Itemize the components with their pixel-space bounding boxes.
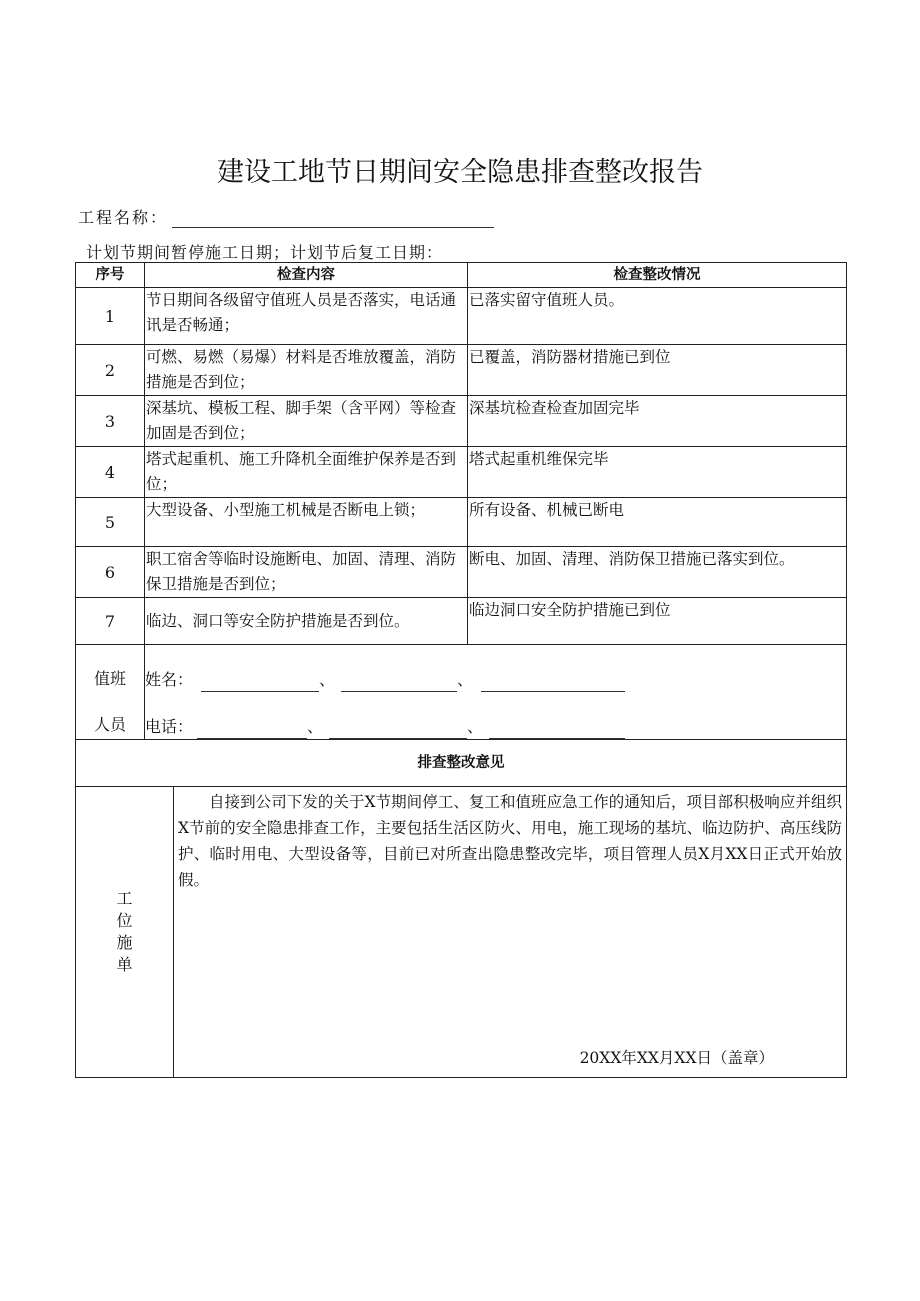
- opinion-body-cell: [76, 787, 847, 1078]
- separator: 、: [307, 717, 324, 736]
- row-item: 大型设备、小型施工机械是否断电上锁；: [145, 498, 468, 547]
- project-name-field[interactable]: [172, 213, 494, 228]
- table-row: [76, 598, 847, 645]
- unit-char: 位: [116, 911, 133, 930]
- duty-label: [76, 645, 145, 740]
- duty-phone-field-2[interactable]: [329, 724, 467, 739]
- signature-date: 20XX年XX月XX日（盖章）: [579, 1049, 774, 1067]
- project-name-label: 工程名称：: [78, 208, 169, 227]
- duty-label-top: 值班: [93, 669, 126, 688]
- row-result: 已覆盖，消防器材措施已到位: [468, 345, 847, 396]
- schedule-line: 计划节期间暂停施工日期；计划节后复工日期：: [86, 243, 444, 262]
- row-number: 4: [76, 447, 145, 498]
- header-result: 检查整改情况: [468, 263, 847, 288]
- row-number: 7: [76, 598, 145, 645]
- row-number: 2: [76, 345, 145, 396]
- row-result: 所有设备、机械已断电: [468, 498, 847, 547]
- unit-label: [76, 787, 174, 1077]
- row-result: 临边洞口安全防护措施已到位: [468, 598, 847, 645]
- opinion-text: 自接到公司下发的关于X节期间停工、复工和值班应急工作的通知后，项目部积极响应并组织X节前的安全隐患排查工作，主要包括生活区防火、用电，施工现场的基坑、临边防护、高压线防护、临时用电、大型设备等，目前已对所查出隐患整改完毕，项目管理人员X月XX日正式开始放假。: [178, 793, 842, 889]
- row-number: 5: [76, 498, 145, 547]
- opinion-heading: 排查整改意见: [76, 740, 847, 787]
- table-row: [76, 447, 847, 498]
- row-number: 6: [76, 547, 145, 598]
- separator: 、: [319, 670, 336, 689]
- row-item: 可燃、易燃（易爆）材料是否堆放覆盖，消防措施是否到位；: [145, 345, 468, 396]
- unit-char: 工: [116, 889, 133, 908]
- duty-name-field-1[interactable]: [201, 677, 319, 692]
- opinion-content: [174, 787, 846, 1077]
- report-title: 建设工地节日期间安全隐患排查整改报告: [217, 157, 703, 188]
- unit-char: 单: [116, 955, 133, 974]
- table-row: [76, 498, 847, 547]
- duty-phone-field-3[interactable]: [489, 724, 625, 739]
- table-header-row: [76, 263, 847, 288]
- row-item: 节日期间各级留守值班人员是否落实，电话通讯是否畅通；: [145, 288, 468, 345]
- duty-phone-line: [145, 714, 846, 739]
- inspection-table: [75, 262, 847, 1078]
- row-number: 3: [76, 396, 145, 447]
- table-row: [76, 288, 847, 345]
- header-item: 检查内容: [145, 263, 468, 288]
- duty-name-field-2[interactable]: [341, 677, 457, 692]
- row-result: 断电、加固、清理、消防保卫措施已落实到位。: [468, 547, 847, 598]
- row-result: 深基坑检查检查加固完毕: [468, 396, 847, 447]
- row-result: 已落实留守值班人员。: [468, 288, 847, 345]
- duty-phone-field-1[interactable]: [197, 724, 307, 739]
- opinion-body-row: [76, 787, 847, 1078]
- row-item: 临边、洞口等安全防护措施是否到位。: [145, 598, 468, 645]
- duty-fields: [145, 645, 847, 740]
- row-result: 塔式起重机维保完毕: [468, 447, 847, 498]
- project-name-row: [78, 205, 494, 228]
- table-row: [76, 396, 847, 447]
- duty-name-label: 姓名：: [145, 670, 194, 689]
- duty-name-field-3[interactable]: [481, 677, 625, 692]
- separator: 、: [457, 670, 474, 689]
- opinion-heading-row: [76, 740, 847, 787]
- row-item: 深基坑、模板工程、脚手架（含平网）等检查加固是否到位；: [145, 396, 468, 447]
- row-item: 塔式起重机、施工升降机全面维护保养是否到位；: [145, 447, 468, 498]
- header-no: 序号: [76, 263, 145, 288]
- duty-phone-label: 电话：: [145, 717, 194, 736]
- duty-label-bottom: 人员: [93, 715, 126, 734]
- duty-row: [76, 645, 847, 740]
- table-row: [76, 345, 847, 396]
- duty-name-line: [145, 667, 846, 692]
- separator: 、: [467, 717, 484, 736]
- table-row: [76, 547, 847, 598]
- row-number: 1: [76, 288, 145, 345]
- unit-char: 施: [116, 933, 133, 952]
- row-item: 职工宿舍等临时设施断电、加固、清理、消防保卫措施是否到位；: [145, 547, 468, 598]
